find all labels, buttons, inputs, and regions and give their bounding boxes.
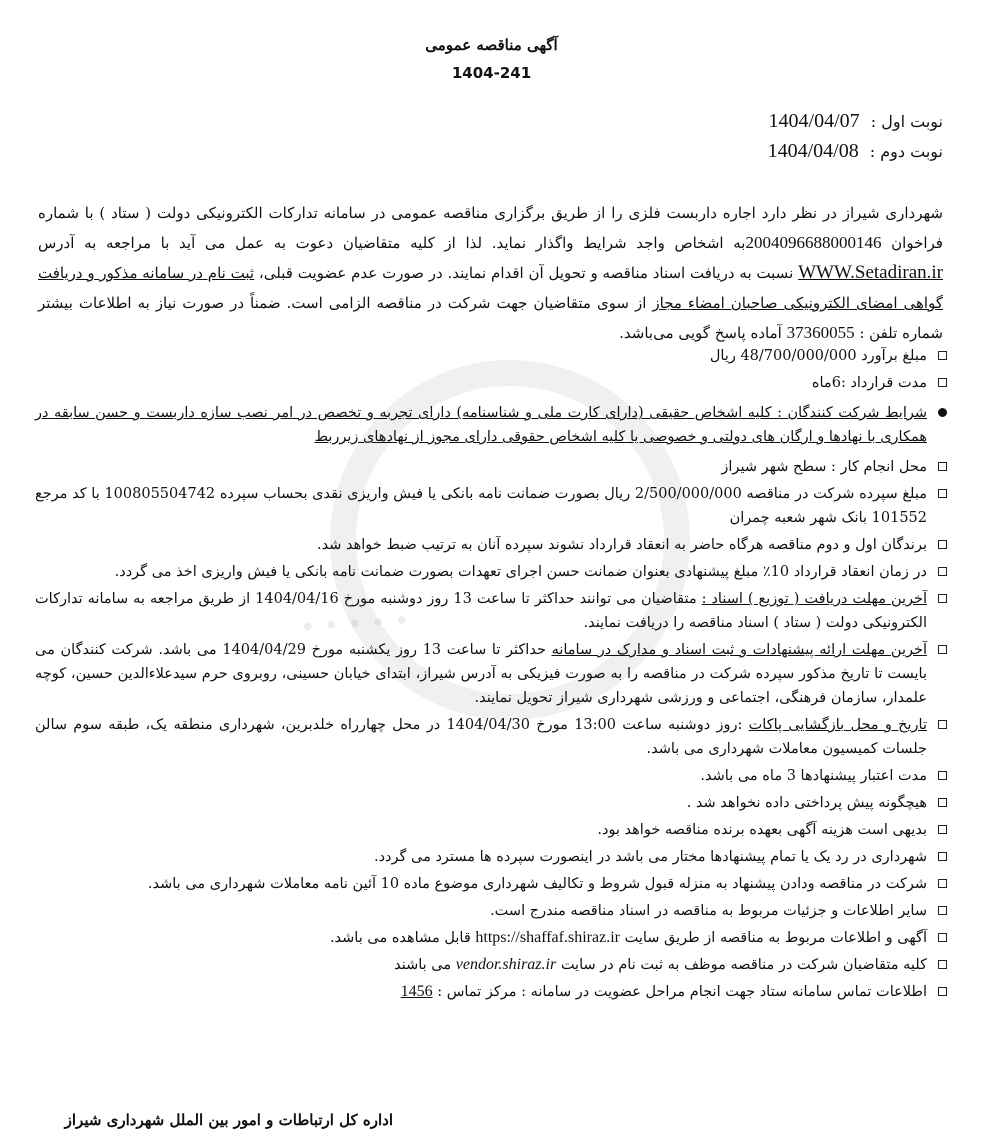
setadiran-link[interactable]: WWW.Setadiran.ir	[798, 262, 943, 283]
item-label: آخرین مهلت ارائه پیشنهادات و ثبت اسناد و مدارک در سامانه	[551, 642, 927, 658]
intro-text-1: شهرداری شیراز در نظر دارد اجاره داربست فلزی را از طریق برگزاری مناقصه عمومی در سامانه تدارکات الکترونیکی دولت ( ستاد ) با شماره فراخوان	[38, 204, 943, 252]
list-item	[35, 926, 947, 950]
checkbox-icon	[938, 567, 947, 576]
item-text: هیچگونه پیش پرداختی داده نخواهد شد .	[686, 795, 927, 811]
item-label: تاریخ و محل بازگشایی پاکات	[748, 717, 927, 733]
list-item	[35, 713, 947, 761]
call-number: 2004096688000146	[745, 233, 882, 252]
checkbox-icon	[938, 933, 947, 942]
checkbox-icon	[938, 351, 947, 360]
list-item	[35, 953, 947, 977]
item-text: :روز دوشنبه ساعت 13:00 مورخ 1404/04/30 در محل چهارراه خلدبرین، شهرداری منطقه یک، طبقه سوم سالن جلسات کمیسیون معاملات شهرداری می باشد.	[35, 717, 927, 757]
item-text: اطلاعات تماس سامانه ستاد جهت انجام مراحل عضویت در سامانه : مرکز تماس :	[437, 984, 927, 1000]
item-text: مبلغ برآورد 48/700/000/000 ریال	[709, 348, 927, 364]
item-text: مدت قرارداد :6ماه	[811, 375, 927, 391]
list-item	[35, 533, 947, 557]
checkbox-icon	[938, 645, 947, 654]
item-text: در زمان انعقاد قرارداد 10٪ مبلغ پیشنهادی بعنوان ضمانت حسن اجرای تعهدات بصورت ضمانت نامه بانکی یا فیش واریزی اخذ می گردد.	[114, 564, 927, 580]
list-item	[35, 818, 947, 842]
notice-title: آگهی مناقصه عمومی	[425, 36, 558, 54]
checkbox-icon	[938, 378, 947, 387]
intro-text-4: از سوی متقاضیان جهت شرکت در مناقصه الزامی است. ضمناً در صورت نیاز به اطلاعات بیشتر شماره تلفن :	[38, 294, 943, 342]
second-round-label: نوبت دوم :	[869, 142, 943, 161]
vendor-link[interactable]: vendor.shiraz.ir	[455, 956, 557, 973]
list-item	[35, 638, 947, 710]
list-item	[35, 872, 947, 896]
item-text: مبلغ سپرده شرکت در مناقصه 2/500/000/000 ریال بصورت ضمانت نامه بانکی یا فیش واریزی نقدی بحساب سپرده 100805504742 با کد مرجع 101552 بانک شهر شعبه چمران	[35, 486, 927, 526]
checkbox-icon	[938, 906, 947, 915]
item-text: کلیه متقاضیان شرکت در مناقصه موظف به ثبت نام در سایت	[560, 957, 927, 973]
list-item	[35, 764, 947, 788]
notice-number: 1404-241	[451, 64, 532, 82]
intro-paragraph	[38, 198, 943, 348]
conditions-list	[35, 344, 947, 1007]
contact-number: 1456	[400, 983, 433, 1000]
item-text: محل انجام کار : سطح شهر شیراز	[721, 459, 927, 475]
checkbox-icon	[938, 879, 947, 888]
first-round	[769, 110, 943, 133]
list-item	[35, 344, 947, 368]
checkbox-icon	[938, 852, 947, 861]
checkbox-icon	[938, 798, 947, 807]
list-item	[35, 455, 947, 479]
list-item	[35, 980, 947, 1004]
checkbox-icon	[938, 540, 947, 549]
item-text-after: قابل مشاهده می باشد.	[329, 930, 471, 946]
checkbox-icon	[938, 960, 947, 969]
watermark-text: • • • • •	[299, 606, 411, 644]
item-text: حداکثر تا ساعت 13 روز یکشنبه مورخ 1404/04/29 می باشد. شرکت کنندگان می بایست تا تاریخ مذکور سپرده شرکت در مناقصه را به صورت فیزیکی به آدرس شیراز، ابتدای خیابان حسینی، روبروی حرم سیدعلاءالدین حسین، کوچه علمدار، سازمان فرهنگی، اجتماعی و ورزشی شهرداری شیراز تحویل نمایند.	[35, 642, 927, 706]
bullet-icon	[938, 408, 947, 417]
list-item	[35, 482, 947, 530]
signature: اداره کل ارتباطات و امور بین الملل شهرداری شیراز	[64, 1111, 393, 1129]
checkbox-icon	[938, 987, 947, 996]
shaffaf-link[interactable]: https://shaffaf.shiraz.ir	[475, 929, 620, 946]
list-item	[35, 791, 947, 815]
item-label: آخرین مهلت دریافت ( توزیع ) اسناد :	[701, 591, 928, 607]
item-text: مدت اعتبار پیشنهادها 3 ماه می باشد.	[700, 768, 927, 784]
item-text: آگهی و اطلاعات مربوط به مناقصه از طریق سایت	[624, 930, 927, 946]
item-text: متقاضیان می توانند حداکثر تا ساعت 13 روز دوشنبه مورخ 1404/04/16 از طریق مراجعه به سامانه تدارکات الکترونیکی دولت ( ستاد ) اسناد مناقصه را دریافت نمایند.	[35, 591, 927, 631]
item-text: شرکت در مناقصه ودادن پیشنهاد به منزله قبول شروط و تکالیف شهرداری موضوع ماده 10 آئین نامه معاملات شهرداری می باشد.	[147, 876, 927, 892]
list-item	[35, 560, 947, 584]
item-text-after: می باشند	[394, 957, 452, 973]
item-text: شرایط شرکت کنندگان : کلیه اشخاص حقیقی (دارای کارت ملی و شناسنامه) دارای تجربه و تخصص در امر نصب سازه داربست و حسن سابقه در همکاری با نهادها و ارگان های دولتی و خصوصی یا کلیه اشخاص حقوقی دارای مجوز از نهادهای زیرربط	[35, 405, 927, 445]
intro-text-5: آماده پاسخ گویی می‌باشد.	[619, 324, 782, 342]
checkbox-icon	[938, 594, 947, 603]
second-round	[768, 140, 943, 163]
checkbox-icon	[938, 489, 947, 498]
item-text: سایر اطلاعات و جزئیات مربوط به مناقصه در اسناد مناقصه مندرج است.	[490, 903, 927, 919]
checkbox-icon	[938, 720, 947, 729]
list-item	[35, 401, 947, 449]
checkbox-icon	[938, 825, 947, 834]
item-text: بدیهی است هزینه آگهی بعهده برنده مناقصه خواهد بود.	[597, 822, 927, 838]
intro-text-3: نسبت به دریافت اسناد مناقصه و تحویل آن اقدام نمایند. در صورت عدم عضویت قبلی،	[258, 264, 794, 282]
first-round-label: نوبت اول :	[870, 112, 943, 131]
intro-text-2: به اشخاص واجد شرایط واگذار نماید. لذا از کلیه متقاضیان دعوت به عمل می آید با مراجعه به آدرس	[38, 234, 746, 252]
second-round-date: 1404/04/08	[767, 140, 859, 162]
list-item	[35, 371, 947, 395]
item-text: شهرداری در رد یک یا تمام پیشنهادها مختار می باشد در اینصورت سپرده ها مسترد می گردد.	[373, 849, 927, 865]
checkbox-icon	[938, 771, 947, 780]
list-item	[35, 899, 947, 923]
item-text: برندگان اول و دوم مناقصه هرگاه حاضر به انعقاد قرارداد نشوند سپرده آنان به ترتیب ضبط خواهد شد.	[317, 537, 927, 553]
intro-text-underlined: ثبت نام در سامانه مذکور و دریافت گواهی امضای الکترونیکی صاحبان امضاء مجاز	[38, 264, 943, 312]
first-round-date: 1404/04/07	[768, 110, 860, 132]
list-item	[35, 845, 947, 869]
list-item	[35, 587, 947, 635]
checkbox-icon	[938, 462, 947, 471]
phone-number: 37360055	[786, 323, 855, 342]
